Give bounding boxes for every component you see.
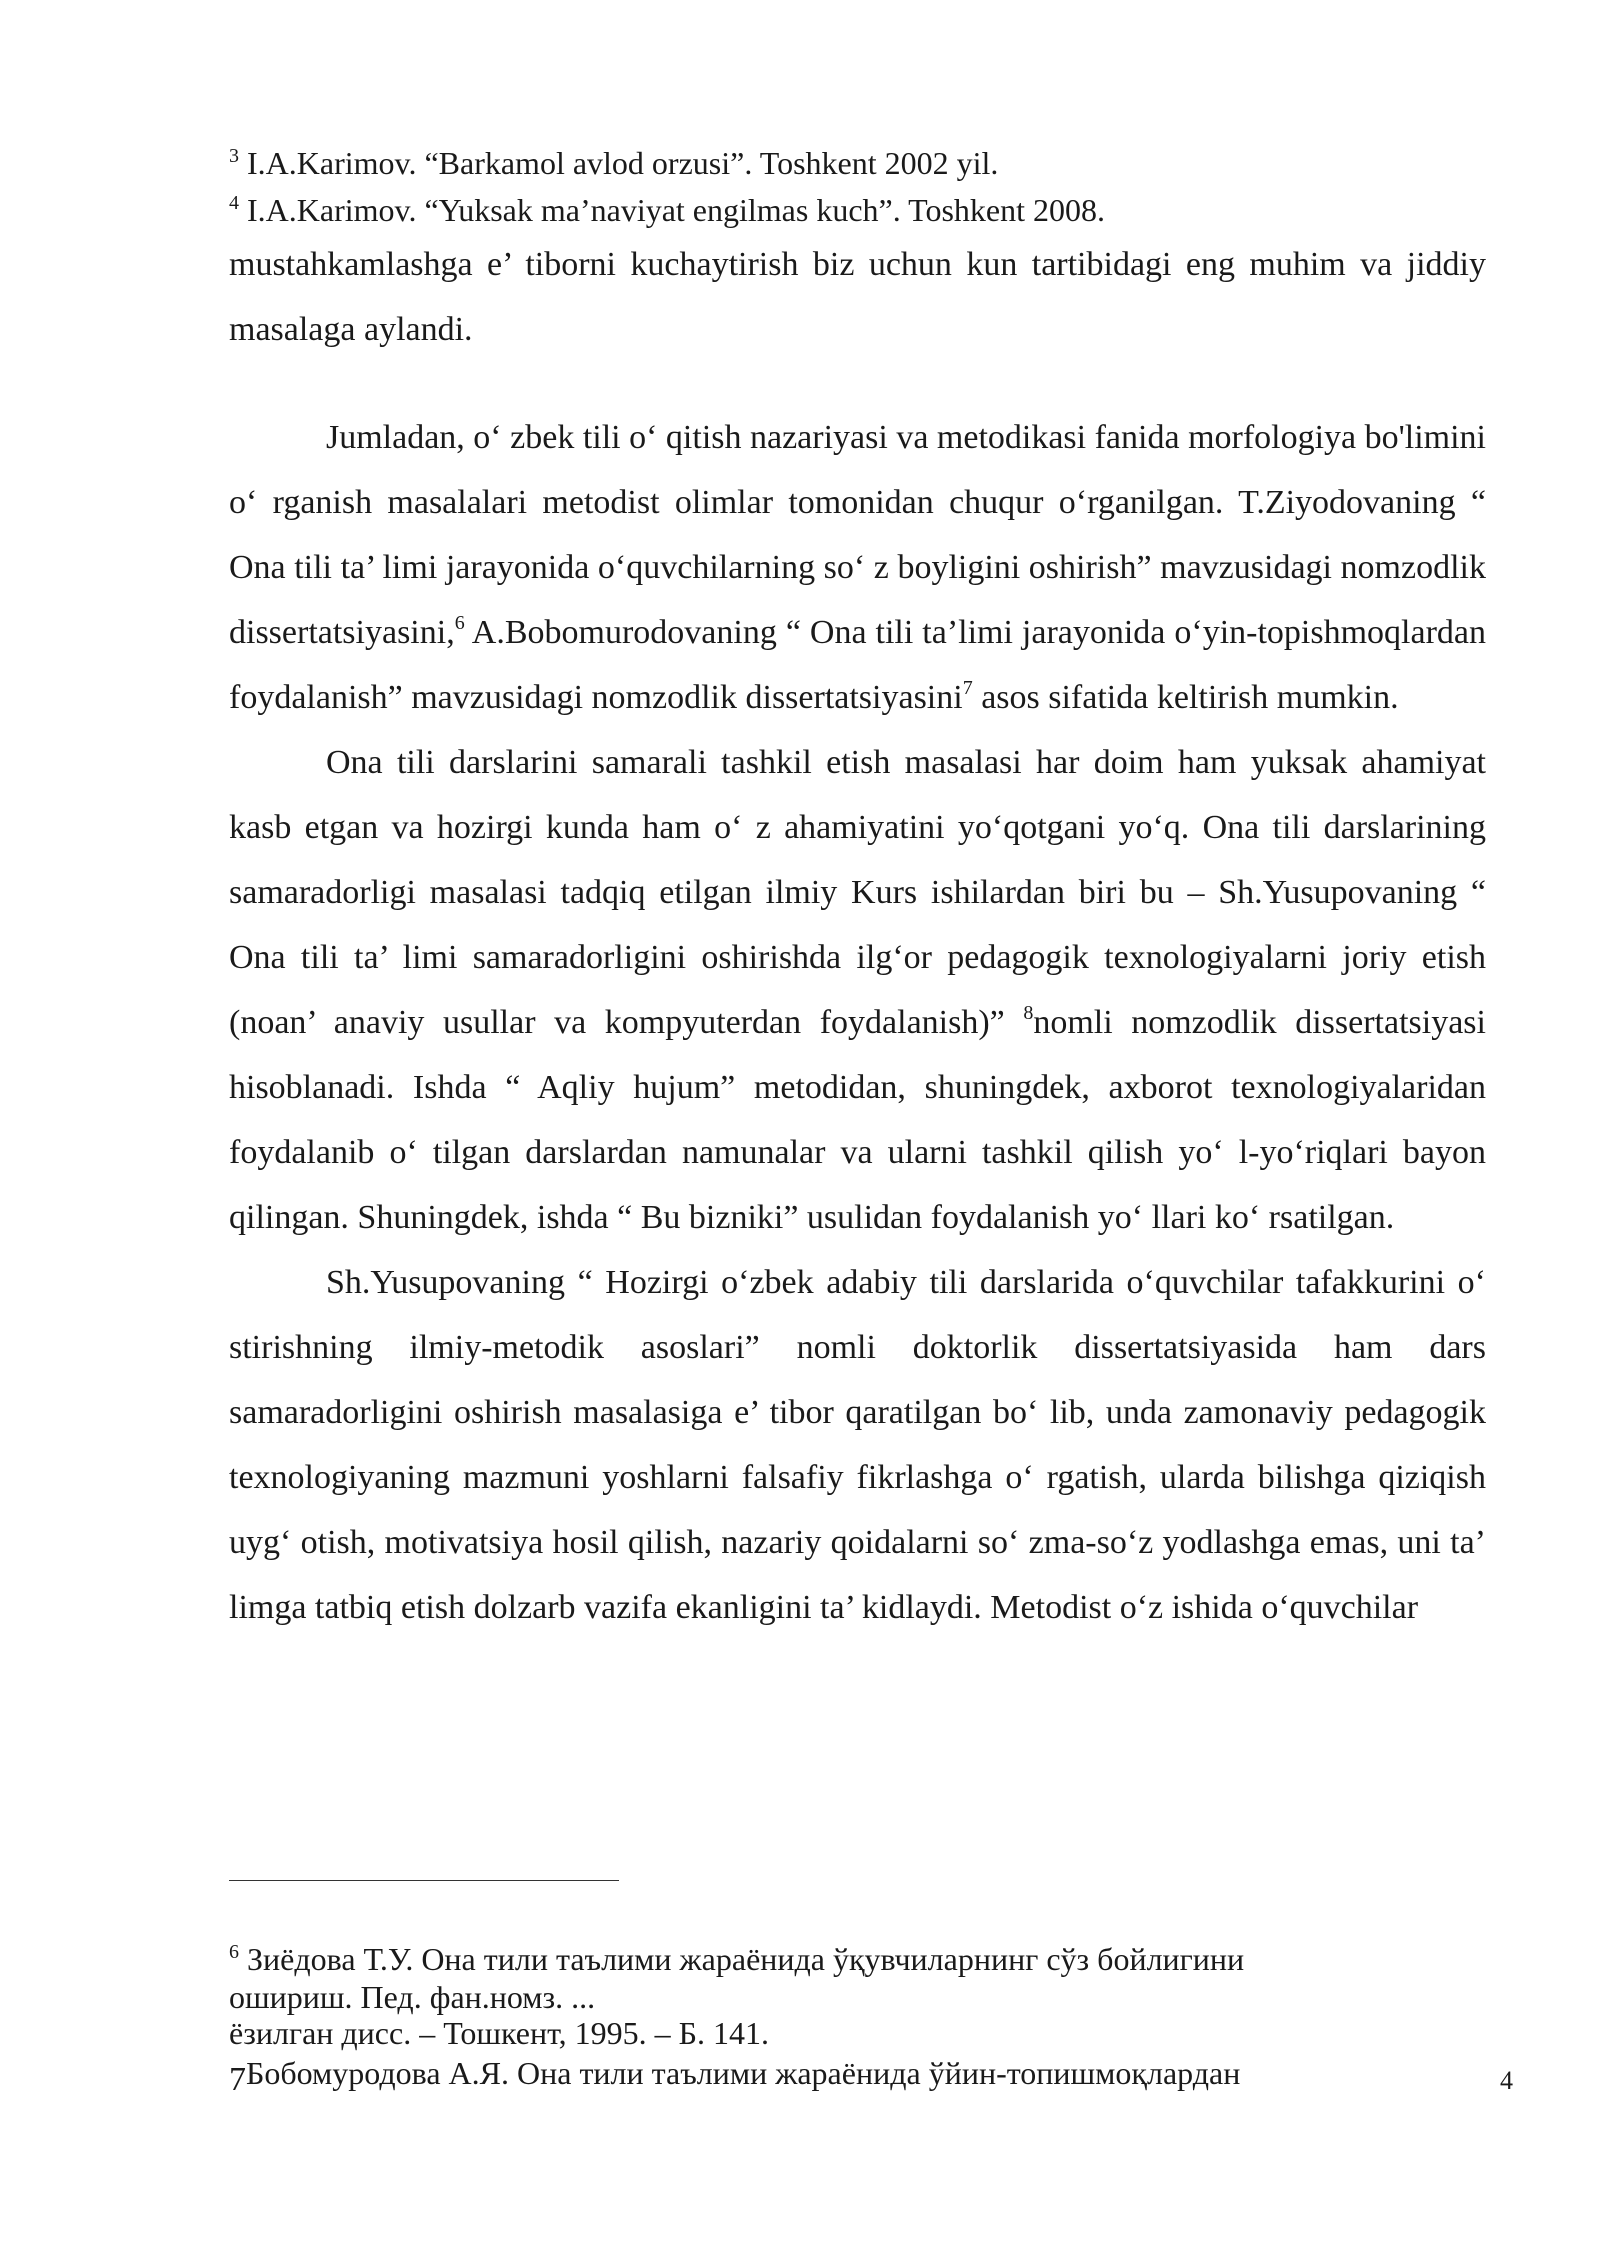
footnote-7 (229, 2054, 1240, 2099)
footnote-number: 4 (229, 192, 239, 214)
footnote-ref: 7 (962, 677, 973, 699)
page-number: 4 (1500, 2066, 1513, 2095)
footnote-text: Бобомуродова А.Я. Она тили таълими жараёнида ўйин-топишмоқлардан (246, 2055, 1241, 2091)
footnote-6 (229, 1940, 1244, 1978)
footnote-separator (229, 1880, 619, 1881)
footnote-text: Зиёдова Т.У. Она тили таълими жараёнида ўқувчиларнинг сўз бойлигини (247, 1941, 1245, 1977)
footnote-ref: 6 (454, 612, 465, 634)
footnote-text: I.A.Karimov. “Barkamol avlod orzusi”. Toshkent 2002 yil. (247, 145, 999, 181)
paragraph-text: Ona tili darslarini samarali tashkil etish masalasi har doim ham yuksak ahamiyat kasb etgan va hozirgi kunda ham o‘ z ahamiyatini yo‘qotgani yo‘q. Ona tili darslarining samaradorligi masalasi tadqiq etilgan ilmiy Kurs ishilardan biri bu – Sh.Yusupovaning “ Ona tili ta’ limi samaradorligini oshirishda ilg‘or pedagogik texnologiyalarni joriy etish (noan’ anaviy usullar va kompyuterdan foydalanish)” (229, 744, 1486, 1041)
paragraph-morphology (229, 405, 1486, 730)
footnote-number: 3 (229, 145, 239, 167)
footnote-ref: 8 (1023, 1002, 1034, 1024)
footnote-text: I.A.Karimov. “Yuksak ma’naviyat engilmas kuch”. Toshkent 2008. (247, 192, 1106, 228)
main-text (229, 232, 1486, 1640)
paragraph-text: Jumladan, o‘ zbek tili o‘ qitish nazariyasi va metodikasi fanida morfologiya bo'limini o‘ rganish masalalari metodist olimlar tomonidan chuqur o‘rganilgan. T.Ziyodovaning “ Ona tili ta’ limi jarayonida o‘quvchilarning so‘ z boyligini oshirish” mavzusidagi nomzodlik dissertatsiyasini, (229, 419, 1486, 651)
paragraph-text: asos sifatida keltirish mumkin. (972, 679, 1399, 716)
paragraph-text: nomli nomzodlik dissertatsiyasi hisoblanadi. Ishda “ Aqliy hujum” metodidan, shuningdek, axborot texnologiyalaridan foydalanib o‘ tilgan darslardan namunalar va ularni tashkil qilish yo‘ l-yo‘riqlari bayon qilingan. Shuningdek, ishda “ Bu bizniki” usulidan foydalanish yo‘ llari ko‘ rsatilgan. (229, 1004, 1486, 1236)
footnote-number: 7 (229, 2061, 246, 2098)
paragraph-text: A.Bobomurodovaning “ Ona tili ta’limi jarayonida o‘yin-topishmoqlardan foydalanish” mavzusidagi nomzodlik dissertatsiyasini (229, 614, 1486, 716)
paragraph-lessons (229, 730, 1486, 1250)
paragraph-continuation: mustahkamlashga e’ tiborni kuchaytirish biz uchun kun tartibidagi eng muhim va jiddiy masalaga aylandi. (229, 246, 1486, 348)
footnote-3 (229, 143, 998, 183)
footnote-6-line2: ошириш. Пед. фан.номз. ... (229, 1979, 596, 2015)
footnote-4 (229, 190, 1105, 230)
paragraph-yusupova: Sh.Yusupovaning “ Hozirgi o‘zbek adabiy tili darslarida o‘quvchilar tafakkurini o‘ stirishning ilmiy-metodik asoslari” nomli doktorlik dissertatsiyasida ham dars samaradorligini oshirish masalasiga e’ tibor qaratilgan bo‘ lib, unda zamonaviy pedagogik texnologiyaning mazmuni yoshlarni falsafiy fikrlashga o‘ rgatish, ularda bilishga qiziqish uyg‘ otish, motivatsiya hosil qilish, nazariy qoidalarni so‘ zma-so‘z yodlashga emas, uni ta’ limga tatbiq etish dolzarb vazifa ekanligini ta’ kidlaydi. Metodist o‘z ishida o‘quvchilar (229, 1264, 1486, 1626)
footnote-6-line3: ёзилган дисс. – Тошкент, 1995. – Б. 141. (229, 2015, 770, 2051)
footnote-number: 6 (229, 1941, 239, 1963)
